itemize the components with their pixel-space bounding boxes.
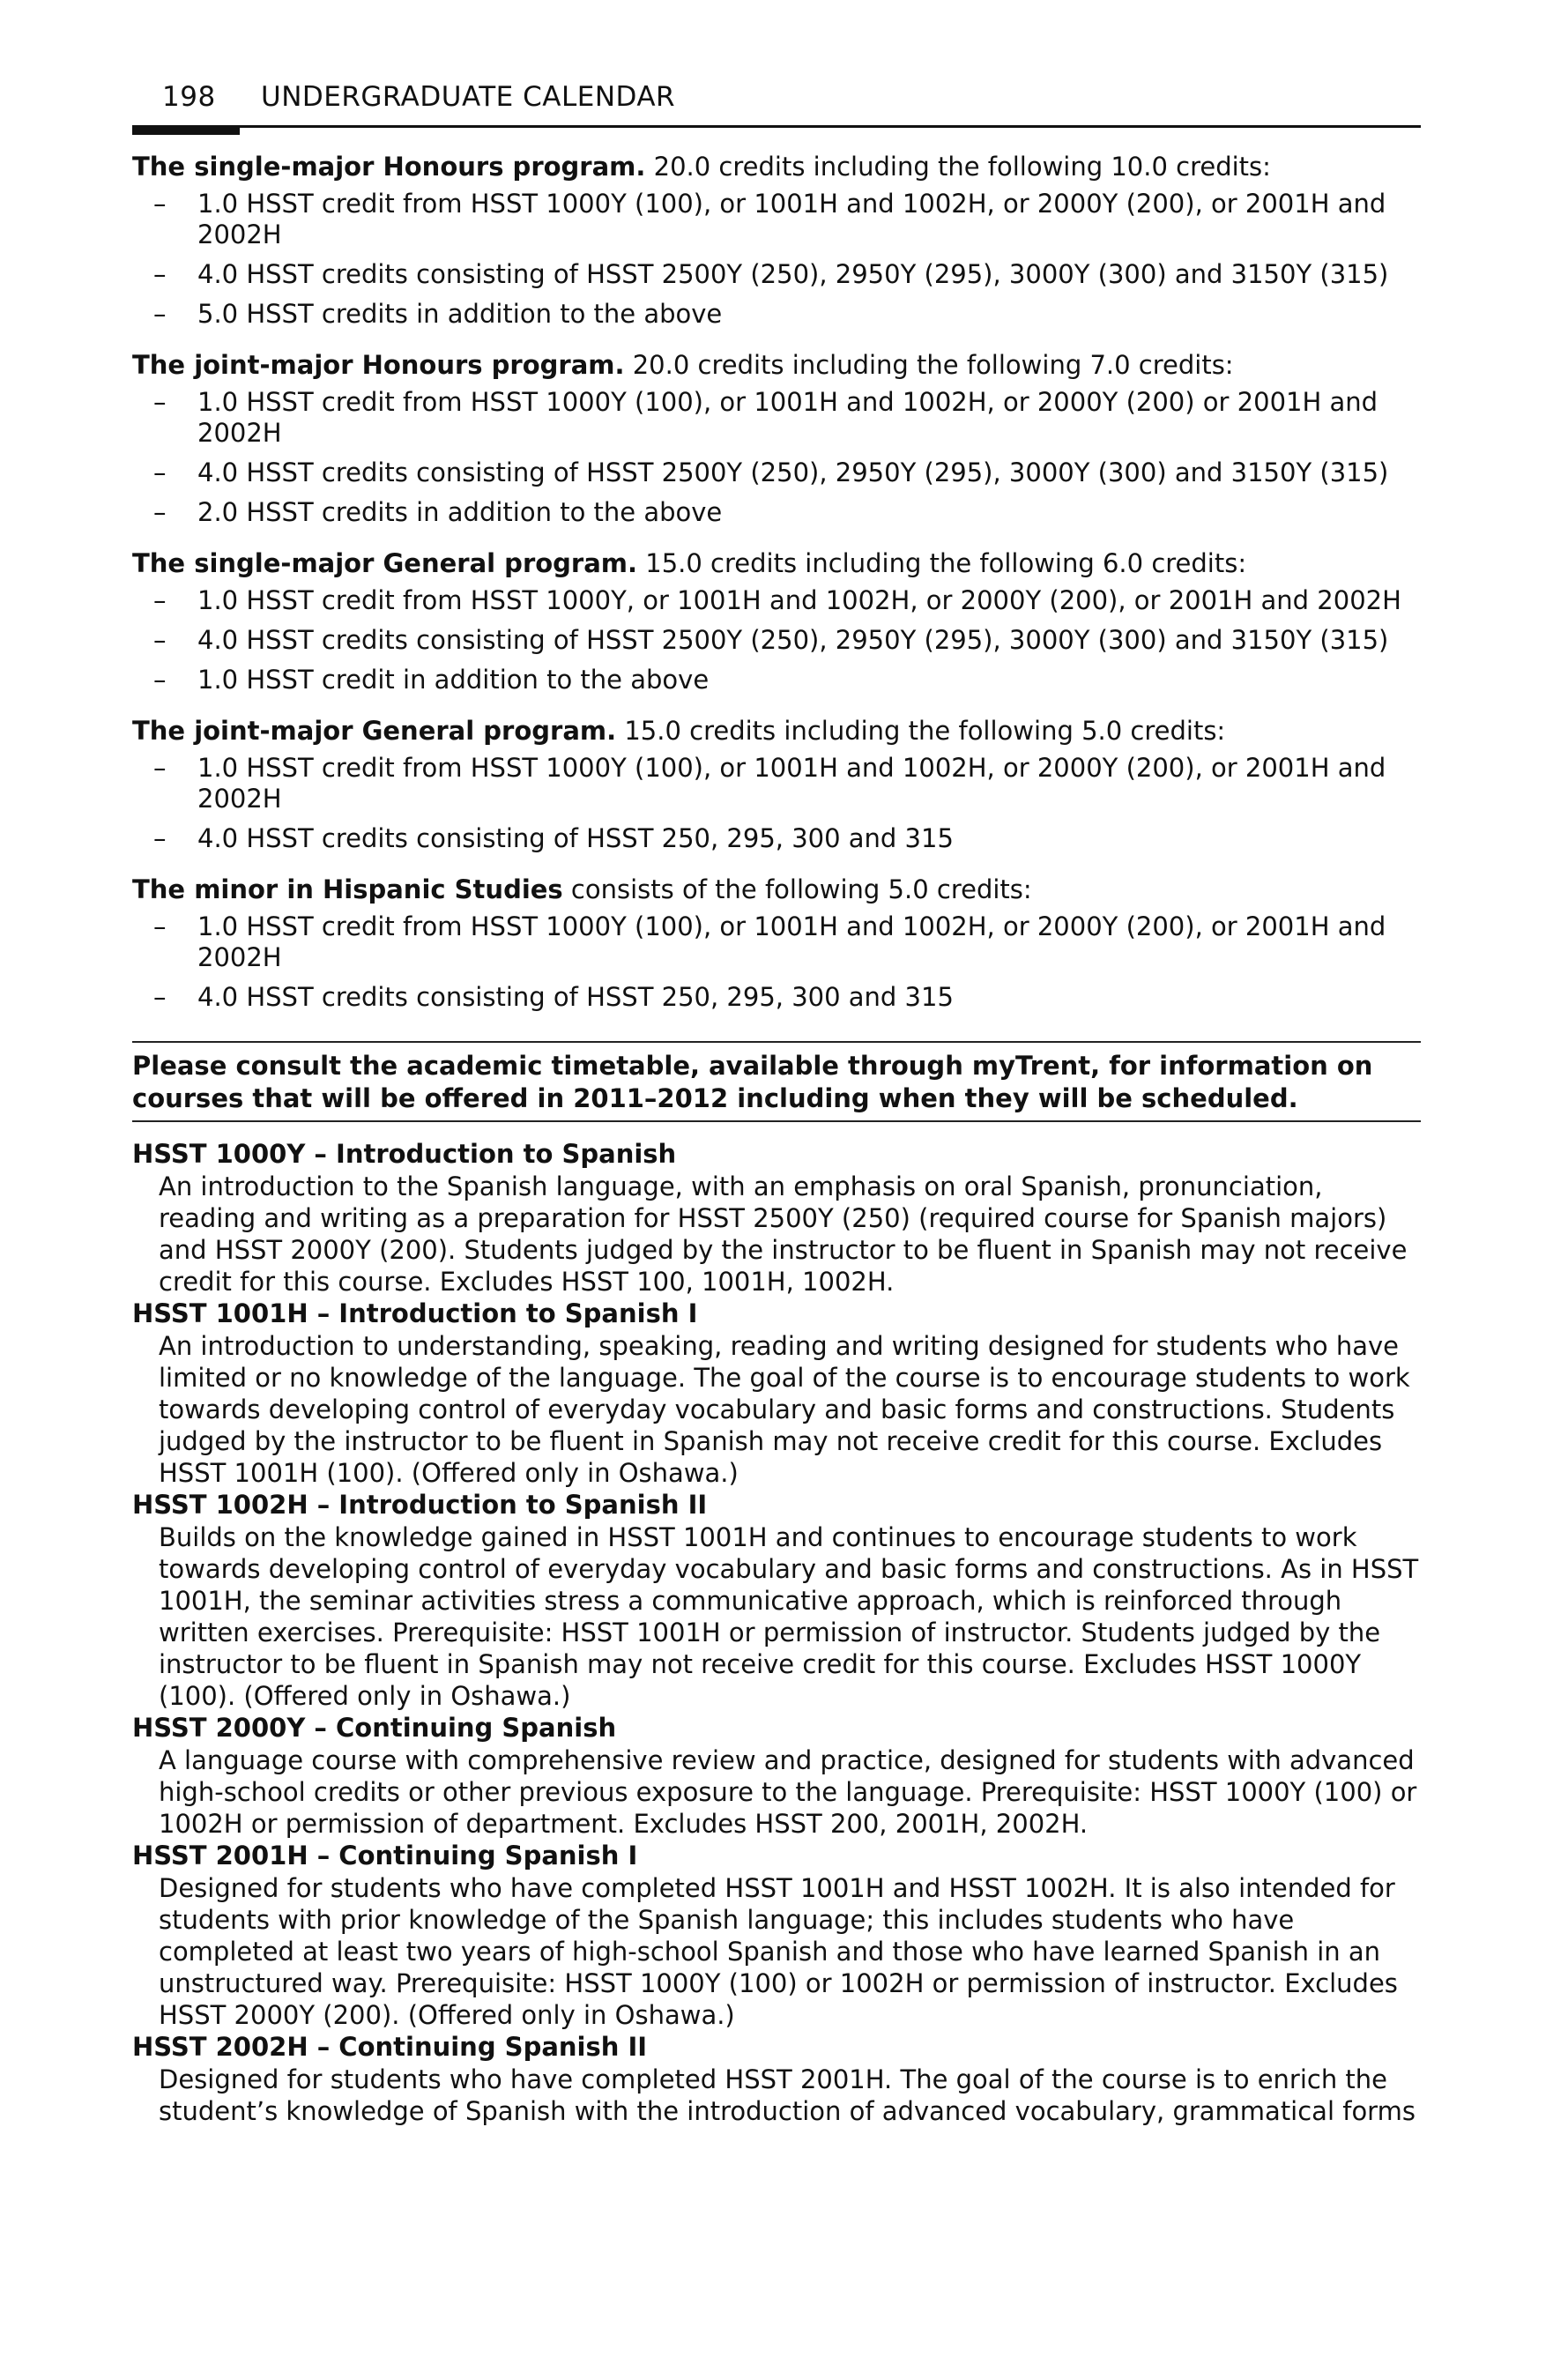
program-title: The joint-major Honours program. (132, 350, 625, 380)
program-minor-hispanic-studies (132, 874, 1421, 1013)
requirement-text: 4.0 HSST credits consisting of HSST 2500Y (250), 2950Y (295), 3000Y (300) and 3150Y (315) (197, 259, 1389, 289)
program-heading (132, 715, 1421, 747)
course-entry (132, 1298, 1421, 1489)
course-description: A language course with comprehensive review and practice, designed for students with advanced high-school credits or other previous exposure to the language. Prerequisite: HSST 1000Y (100) or 1002H or permission of department. Excludes HSST 200, 2001H, 2002H. (159, 1745, 1417, 1839)
program-joint-major-honours (132, 349, 1421, 528)
running-title: UNDERGRADUATE CALENDAR (261, 81, 676, 113)
header-tab-mark (132, 125, 240, 135)
requirement-item (132, 585, 1421, 616)
requirement-item (132, 387, 1421, 449)
requirement-text: 1.0 HSST credit from HSST 1000Y (100), or 1001H and 1002H, or 2000Y (200) or 2001H and 2002H (197, 387, 1378, 448)
program-joint-major-general (132, 715, 1421, 854)
requirement-item (132, 259, 1421, 290)
dash-marker: – (153, 982, 167, 1012)
requirement-list (132, 189, 1421, 330)
course-list (132, 1138, 1421, 2127)
course-entry (132, 2031, 1421, 2127)
dash-marker: – (153, 189, 167, 219)
course-title: HSST 2000Y – Continuing Spanish (132, 1713, 617, 1743)
course-entry (132, 1138, 1421, 1298)
requirement-item (132, 457, 1421, 488)
requirement-item (132, 497, 1421, 528)
course-description: Builds on the knowledge gained in HSST 1001H and continues to encourage students to work towards developing control of everyday vocabulary and basic forms and constructions. As in HSST 1001H, the seminar activities stress a communicative approach, which is reinforced through written exercises. Prerequisite: HSST 1001H or permission of instructor. Students judged by the instructor to be fluent in Spanish may not receive credit for this course. Excludes HSST 1000Y (100). (Offered only in Oshawa.) (159, 1522, 1419, 1711)
program-heading (132, 349, 1421, 382)
course-title: HSST 2001H – Continuing Spanish I (132, 1841, 638, 1871)
dash-marker: – (153, 457, 167, 487)
dash-marker: – (153, 387, 167, 417)
program-intro: 20.0 credits including the following 7.0 credits: (624, 350, 1234, 380)
dash-marker: – (153, 823, 167, 853)
course-title: HSST 1001H – Introduction to Spanish I (132, 1298, 698, 1328)
program-heading (132, 874, 1421, 906)
requirement-item (132, 982, 1421, 1013)
requirement-list (132, 753, 1421, 854)
course-entry (132, 1840, 1421, 2031)
requirement-text: 1.0 HSST credit from HSST 1000Y (100), or 1001H and 1002H, or 2000Y (200), or 2001H and 2002H (197, 911, 1386, 972)
program-intro: 15.0 credits including the following 6.0 credits: (637, 548, 1247, 578)
course-entry (132, 1489, 1421, 1712)
requirement-item (132, 753, 1421, 814)
course-description: Designed for students who have completed HSST 1001H and HSST 1002H. It is also intended for students with prior knowledge of the Spanish language; this includes students who have completed at least two years of high-school Spanish and those who have learned Spanish in an unstructured way. Prerequisite: HSST 1000Y (100) or 1002H or permission of instructor. Excludes HSST 2000Y (200). (Offered only in Oshawa.) (159, 1873, 1398, 2030)
dash-marker: – (153, 299, 167, 329)
requirement-list (132, 387, 1421, 528)
program-intro: 20.0 credits including the following 10.0 credits: (645, 152, 1271, 182)
requirement-item (132, 625, 1421, 656)
dash-marker: – (153, 753, 167, 783)
requirement-item (132, 299, 1421, 330)
calendar-page (132, 78, 1421, 2127)
course-entry (132, 1712, 1421, 1840)
program-heading (132, 547, 1421, 580)
requirement-text: 4.0 HSST credits consisting of HSST 2500Y (250), 2950Y (295), 3000Y (300) and 3150Y (315) (197, 625, 1389, 655)
course-title: HSST 1002H – Introduction to Spanish II (132, 1490, 708, 1520)
program-title: The single-major Honours program. (132, 152, 646, 182)
dash-marker: – (153, 665, 167, 695)
requirement-text: 4.0 HSST credits consisting of HSST 2500Y (250), 2950Y (295), 3000Y (300) and 3150Y (315) (197, 457, 1389, 487)
requirement-text: 5.0 HSST credits in addition to the above (197, 299, 723, 329)
requirement-list (132, 585, 1421, 695)
requirement-text: 1.0 HSST credit from HSST 1000Y (100), or 1001H and 1002H, or 2000Y (200), or 2001H and 2002H (197, 753, 1386, 814)
requirement-text: 4.0 HSST credits consisting of HSST 250, 295, 300 and 315 (197, 823, 954, 853)
requirement-list (132, 911, 1421, 1013)
course-description: Designed for students who have completed HSST 2001H. The goal of the course is to enrich the student’s knowledge of Spanish with the introduction of advanced vocabulary, grammatical forms (159, 2064, 1416, 2126)
program-title: The joint-major General program. (132, 716, 617, 746)
program-single-major-general (132, 547, 1421, 695)
requirement-text: 1.0 HSST credit from HSST 1000Y (100), or 1001H and 1002H, or 2000Y (200), or 2001H and 2002H (197, 189, 1386, 249)
requirement-item (132, 665, 1421, 695)
requirement-text: 2.0 HSST credits in addition to the above (197, 497, 723, 527)
program-heading (132, 151, 1421, 183)
dash-marker: – (153, 911, 167, 941)
requirement-text: 1.0 HSST credit from HSST 1000Y, or 1001H and 1002H, or 2000Y (200), or 2001H and 2002H (197, 585, 1401, 615)
page-number: 198 (162, 81, 216, 113)
dash-marker: – (153, 259, 167, 289)
requirement-text: 1.0 HSST credit in addition to the above (197, 665, 710, 695)
requirement-text: 4.0 HSST credits consisting of HSST 250, 295, 300 and 315 (197, 982, 954, 1012)
dash-marker: – (153, 625, 167, 655)
dash-marker: – (153, 497, 167, 527)
course-title: HSST 1000Y – Introduction to Spanish (132, 1139, 677, 1169)
timetable-notice: Please consult the academic timetable, available through myTrent, for information on courses that will be offered in 2011–2012 including when they will be scheduled. (132, 1041, 1421, 1122)
program-single-major-honours (132, 151, 1421, 330)
dash-marker: – (153, 585, 167, 615)
requirement-item (132, 189, 1421, 250)
course-description: An introduction to understanding, speaking, reading and writing designed for students who have limited or no knowledge of the language. The goal of the course is to encourage students to work towards developing control of everyday vocabulary and basic forms and constructions. Students judged by the instructor to be fluent in Spanish may not receive credit for this course. Excludes HSST 1001H (100). (Offered only in Oshawa.) (159, 1331, 1410, 1488)
program-title: The minor in Hispanic Studies (132, 874, 563, 904)
page-header (132, 78, 1421, 128)
course-title: HSST 2002H – Continuing Spanish II (132, 2032, 648, 2062)
program-title: The single-major General program. (132, 548, 638, 578)
program-intro: consists of the following 5.0 credits: (562, 874, 1032, 904)
program-intro: 15.0 credits including the following 5.0 credits: (616, 716, 1226, 746)
course-description: An introduction to the Spanish language, with an emphasis on oral Spanish, pronunciation, reading and writing as a preparation for HSST 2500Y (250) (required course for Spanish majors) and HSST 2000Y (200). Students judged by the instructor to be fluent in Spanish may not receive credit for this course. Excludes HSST 100, 1001H, 1002H. (159, 1171, 1408, 1297)
requirement-item (132, 911, 1421, 973)
requirement-item (132, 823, 1421, 854)
